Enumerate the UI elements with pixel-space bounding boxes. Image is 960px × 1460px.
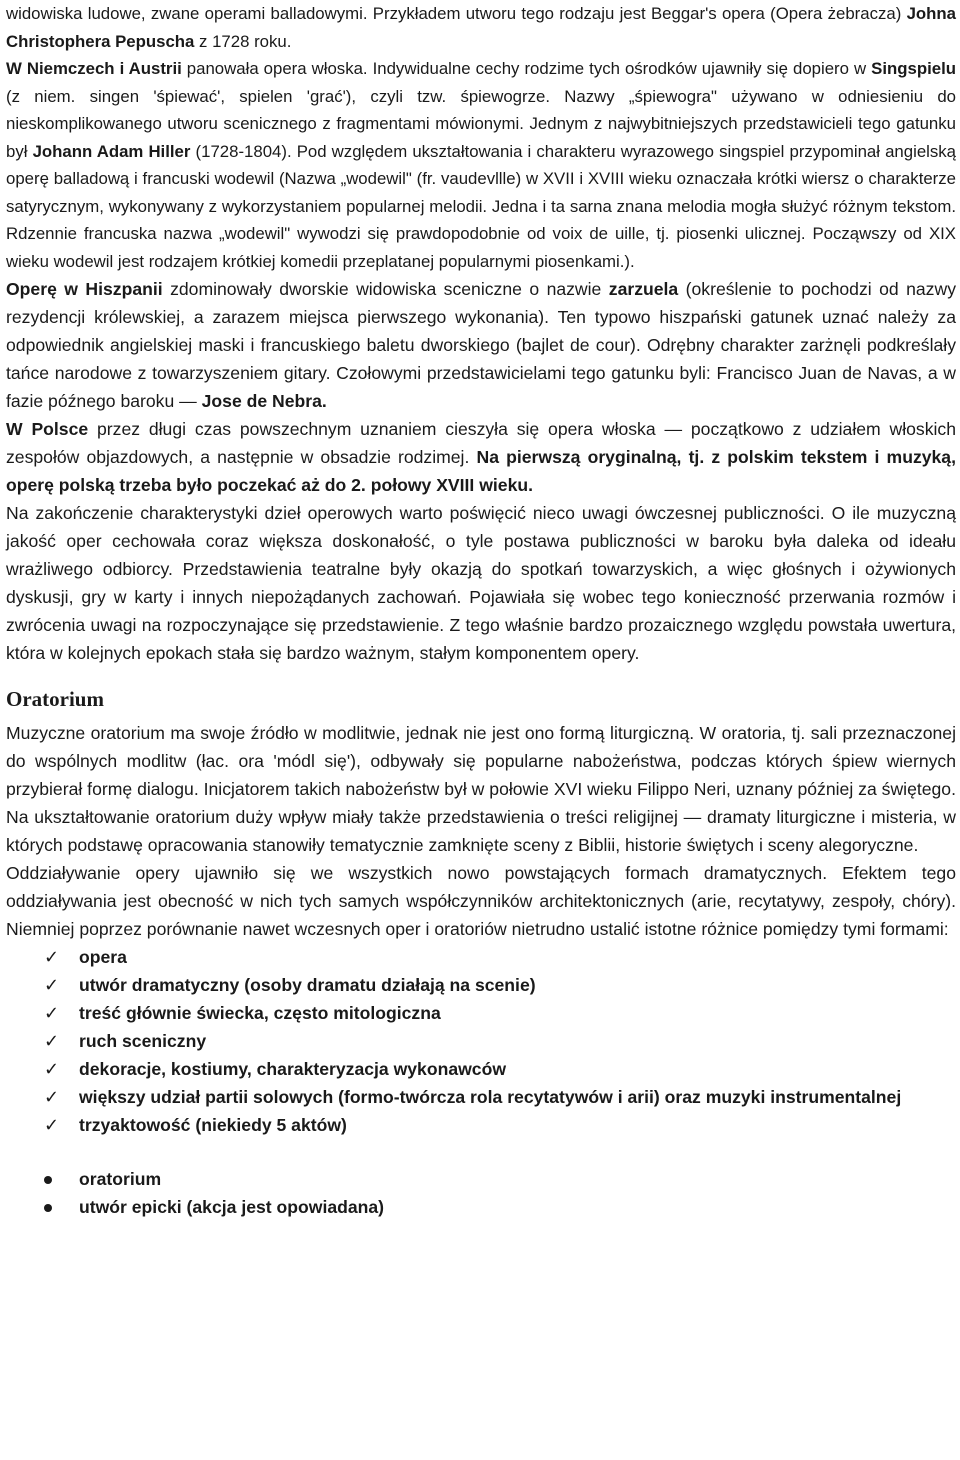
paragraph: [6, 415, 956, 499]
document-page: [6, 0, 956, 1221]
checkmark-icon: ✓: [44, 947, 60, 967]
checkmark-icon: ✓: [44, 1115, 60, 1135]
bold-text: Operę w Hiszpanii: [6, 279, 163, 299]
text-run: (określenie to pochodzi od nazwy rezydencji królewskiej, a zarazem miejsca pierwszego wykonania). Ten typowo hiszpański gatunek uznać należy za odpowiednik angielskiej maski i francuskiego baletu dworskiego (bajlet de cour). Odrębny charakter zarżnęli podkreślały tańce narodowe z towarzyszeniem gitary. Czołowymi przedstawicielami tego gatunku byli: Francisco Juan de Navas, a w fazie późnego baroku —: [6, 279, 956, 411]
checklist-item-label: utwór dramatyczny (osoby dramatu działają na scenie): [79, 975, 536, 995]
bullet-item-label: utwór epicki (akcja jest opowiadana): [79, 1197, 385, 1217]
checkmark-icon: ✓: [44, 975, 60, 995]
checkmark-icon: ✓: [44, 1087, 60, 1107]
paragraph: [6, 275, 956, 415]
checklist-item: [6, 971, 956, 999]
bold-text: W Niemczech i Austrii: [6, 59, 182, 78]
bold-text: zarzuela: [608, 279, 679, 299]
text-run: Oddziaływanie opery ujawniło się we wszystkich nowo powstających formach dramatycznych. Efektem tego oddziaływania jest obecność w nich tych samych współczynników architektonicznych (arie, recytatywy, zespoły, chóry). Niemniej poprzez porównanie nawet wczesnych oper i oratoriów nietrudno ustalić istotne różnice pomiędzy tymi formami:: [6, 863, 956, 939]
text-run: Muzyczne oratorium ma swoje źródło w modlitwie, jednak nie jest ono formą liturgiczną. W oratoria, tj. sali przeznaczonej do wspólnych modlitw (łac. ora 'módl się'), odbywały się popularne nabożeństwa, podczas których śpiew wiernych przybierał formę dialogu. Inicjatorem takich nabożeństw był w połowie XVI wieku Filippo Neri, uznany później za świętego. Na ukształtowanie oratorium duży wpływ miały także przedstawienia o treści religijnej — dramaty liturgiczne i misteria, w których podstawę opracowania stanowiły tematycznie zamknięte sceny z Biblii, historie świętych i sceny alegoryczne.: [6, 723, 956, 855]
text-run: widowiska ludowe, zwane operami balladowymi. Przykładem utworu tego rodzaju jest Beggar's opera (Opera żebracza): [6, 4, 907, 23]
text-run: przez długi czas powszechnym uznaniem cieszyła się opera włoska — początkowo z udziałem włoskich zespołów objazdowych, a następnie w obsadzie rodzimej.: [6, 419, 956, 467]
checkmark-icon: ✓: [44, 1059, 60, 1079]
paragraph: [6, 719, 956, 859]
paragraph: [6, 859, 956, 943]
bold-text: Na pierwszą oryginalną, tj. z polskim tekstem i muzyką, operę polską trzeba było poczekać aż do 2. połowy XVIII wieku.: [6, 447, 956, 495]
checklist-item-label: trzyaktowość (niekiedy 5 aktów): [79, 1115, 347, 1135]
checklist-item-label: treść głównie świecka, często mitologiczna: [79, 1003, 441, 1023]
bullet-icon: [44, 1176, 52, 1184]
text-run: z 1728 roku.: [194, 31, 292, 51]
section-heading: Oratorium: [6, 687, 104, 711]
bullet-item: [6, 1193, 956, 1221]
bold-text: Jose de Nebra.: [201, 391, 327, 411]
checklist-item-label: ruch sceniczny: [79, 1031, 207, 1051]
checklist-item: [6, 999, 956, 1027]
bold-text: Johann Adam Hiller: [32, 141, 191, 161]
paragraph: [6, 0, 956, 55]
paragraph: [6, 55, 956, 275]
checklist-item: [6, 1111, 956, 1139]
text-run: (1728-1804). Pod względem ukształtowania i charakteru wyrazowego singspiel przypominał angielską operę balladową i francuski wodewil (Nazwa „wodewil" (fr. vaudevllle) w XVII i XVIII wieku oznaczała krótki wiersz o charakterze satyrycznym, wykonywany z wykorzystaniem popularnej melodii. Jedna i ta sarna znana melodia mogła służyć różnym tekstom. Rdzennie francuska nazwa „wodewil" wywodzi się prawdopodobnie od voix de uille, tj. piosenki ulicznej. Począwszy od XIX wieku wodewil jest rodzajem krótkiej komedii przeplatanej popularnymi piosenkami.).: [6, 141, 956, 271]
checklist-item: [6, 1055, 956, 1083]
checklist-item: [6, 1083, 956, 1111]
checklist-item: [6, 943, 956, 971]
paragraph: [6, 499, 956, 667]
checklist-item-label: dekoracje, kostiumy, charakteryzacja wykonawców: [79, 1059, 507, 1079]
bullet-item: [6, 1165, 956, 1193]
checklist: [6, 943, 956, 1139]
checklist-item-label: większy udział partii solowych (formo-twórcza rola recytatywów i arii) oraz muzyki instrumentalnej: [79, 1087, 902, 1107]
text-run: (z niem. singen 'śpiewać', spielen 'grać'), czyli tzw. śpiewogrze. Nazwy „śpiewogra" używano w odniesieniu do nieskomplikowanego utworu scenicznego z fragmentami mówionymi. Jednym z najwybitniejszych przedstawicieli tego gatunku był: [6, 86, 956, 161]
checklist-item: [6, 1027, 956, 1055]
bold-text: Johna Christophera Pepuscha: [6, 4, 956, 51]
bullet-list: [6, 1165, 956, 1221]
bullet-item-label: oratorium: [79, 1169, 162, 1189]
text-run: zdominowały dworskie widowiska sceniczne o nazwie: [162, 279, 609, 299]
bold-text: Singspielu: [871, 59, 957, 78]
checklist-item-label: opera: [79, 947, 127, 967]
bullet-icon: [44, 1204, 52, 1212]
text-run: panowała opera włoska. Indywidualne cechy rodzime tych ośrodków ujawniły się dopiero w: [181, 59, 872, 78]
text-run: Na zakończenie charakterystyki dzieł operowych warto poświęcić nieco uwagi ówczesnej publiczności. O ile muzyczną jakość oper cechowała coraz większa doskonałość, o tyle postawa publiczności w baroku była daleka od ideału wrażliwego odbiorcy. Przedstawienia teatralne były okazją do spotkań towarzyskich, a więc głośnych i ożywionych dyskusji, gry w karty i innych niepożądanych zachowań. Pojawiała się wobec tego konieczność przerwania rozmów i zwrócenia uwagi na rozpoczynające się przedstawienie. Z tego właśnie bardzo prozaicznego względu powstała uwertura, która w kolejnych epokach stała się bardzo ważnym, stałym komponentem opery.: [6, 503, 956, 663]
bold-text: W Polsce: [6, 419, 89, 439]
checkmark-icon: ✓: [44, 1031, 60, 1051]
checkmark-icon: ✓: [44, 1003, 60, 1023]
